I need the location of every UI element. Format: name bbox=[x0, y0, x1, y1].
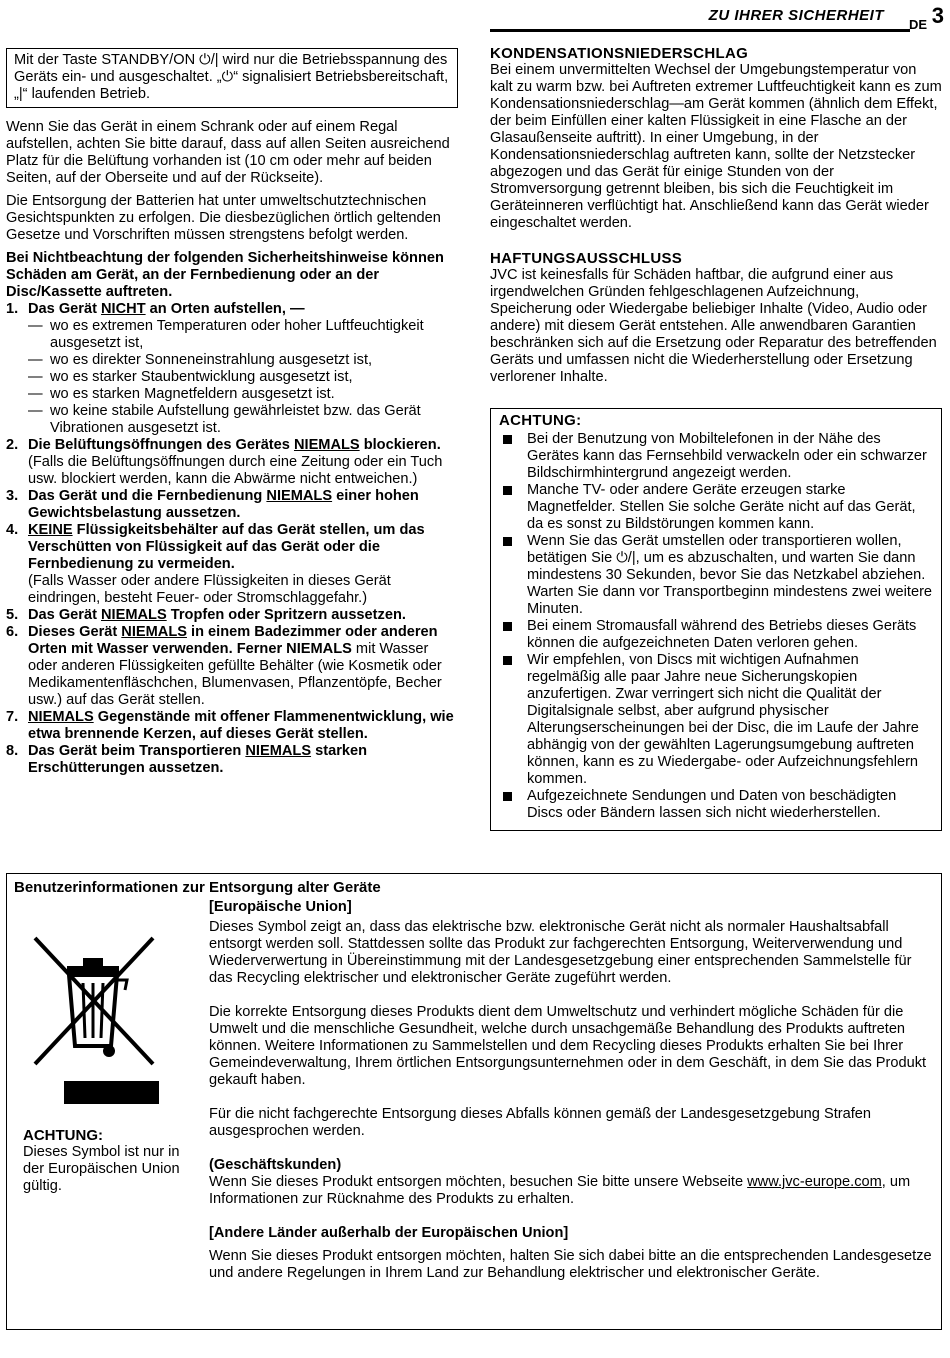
condensation-text: Bei einem unvermittelten Wechsel der Umgebungstemperatur von kalt zu warm bzw. bei Auftreten extremer Luftfeuchtigkeit kann es zum Kondensationsniederschlag—am Gerät kommen (ähnlich dem Effekt, der beim Einfüllen einer kalten Flüssigkeit in eine Flasche an der Glasaußenseite auftritt). In einer Umgebung, in der Kondensationsniederschlag auftreten kann, sollte der Netzstecker abgezogen und das Gerät für einige Stunden von der Stromversorgung getrennt bleiben, bis sich die Feuchtigkeit im Geräteinneren verflüchtigt hat. Anschließend kann das Gerät wieder eingeschaltet werden. bbox=[490, 62, 942, 231]
business-heading: (Geschäftskunden) bbox=[209, 1157, 342, 1173]
warning-intro: Bei Nichtbeachtung der folgenden Sicherheitshinweise können Schäden am Gerät, an der Fernbedienung oder an der Disc/Kassette auftreten. bbox=[6, 250, 444, 300]
eu-paragraph-1: Dieses Symbol zeigt an, dass das elektrische bzw. elektronische Gerät nicht als normaler Haushaltsabfall entsorgt werden soll. Stattdessen sollte das Produkt zur fachgerechten Entsorgung, Weiterverwendung und Wiederverwertung in Übereinstimmung mit der Landesgesetzgebung einer entsprechenden Sammelstelle für das Recycling elektrischer und elektronischer Geräte zugeführt werden. bbox=[209, 919, 912, 986]
eu-heading: [Europäische Union] bbox=[209, 899, 352, 915]
bullet-square-icon bbox=[503, 656, 512, 665]
eu-paragraph-2: Die korrekte Entsorgung dieses Produkts dient dem Umweltschutz und verhindert mögliche Schäden für die Umwelt und die menschliche Gesundheit, welche durch unsachgemäße Behandlung des Produkts auftreten können. Weitere Informationen zu Sammelstellen und dem Recycling dieses Produkts erhalten Sie bei Ihrer Gemeindeverwaltung, Ihrem örtlichen Entsorgungsunternehmen oder in dem Geschäft, in dem Sie das Produkt gekauft haben. bbox=[209, 1004, 927, 1088]
section-title: ZU IHRER SICHERHEIT bbox=[708, 7, 884, 24]
rule-1-sub-item: — wo es starken Magnetfeldern ausgesetzt ist. bbox=[28, 386, 335, 402]
rule-item-7: 7. NIEMALS Gegenstände mit offener Flammenentwicklung, wie etwa brennende Kerzen, auf dieses Gerät stellen. bbox=[6, 709, 454, 742]
caution-item: Manche TV- oder andere Geräte erzeugen starke Magnetfelder. Stellen Sie solche Geräte nicht auf das Gerät, da es sonst zu Bildstörungen kommen kann. bbox=[499, 482, 933, 533]
rule-item-1: 1. Das Gerät NICHT an Orten aufstellen, — — wo es extremen Temperaturen oder hoher Luftfeuchtigkeit ausgesetzt ist, — wo es direkter Sonneneinstrahlung ausgesetzt ist, — wo es starker Staubentwicklung ausgesetzt ist, — wo es starken Magnetfeldern ausgesetzt ist. — wo keine stabile Aufstellung gewährleistet bzw. das Gerät Vibrationen ausgesetzt ist. bbox=[6, 301, 458, 437]
caution-item: Wir empfehlen, von Discs mit wichtigen Aufnahmen regelmäßig alle paar Jahre neue Sicherungskopien anzufertigen. Zwar verringert sich nicht die Qualität der Digitalsignale selbst, aber aufgrund physischer Alterungserscheinungen bei der Disc, die im Laufe der Jahre abhängig von der gewählten Lagerungsumgebung auftreten können, kann es zu Wiedergabe- oder Aufzeichnungsfehlern kommen. bbox=[499, 652, 933, 788]
disposal-info-box bbox=[6, 873, 942, 1330]
crossed-out-wheelie-bin-icon bbox=[25, 928, 165, 1103]
condensation-heading: KONDENSATIONSNIEDERSCHLAG bbox=[490, 45, 749, 62]
jvc-website-link[interactable]: www.jvc-europe.com bbox=[747, 1174, 882, 1190]
rule-item-4: 4. KEINE Flüssigkeitsbehälter auf das Gerät stellen, um das Verschütten von Flüssigkeit auf das Gerät oder die Fernbedienung zu vermeiden. (Falls Wasser oder andere Flüssigkeiten in dieses Gerät eindringen, besteht Feuer- oder Stromschlaggefahr.) bbox=[6, 522, 458, 607]
other-countries-heading: [Andere Länder außerhalb der Europäischen Union] bbox=[209, 1225, 569, 1241]
header-rule bbox=[490, 29, 910, 32]
rule-2-note: (Falls die Belüftungsöffnungen durch eine Zeitung oder ein Tuch usw. blockiert werden, kann die Abwärme nicht entweichen.) bbox=[28, 454, 443, 487]
left-column bbox=[6, 48, 458, 777]
battery-paragraph: Die Entsorgung der Batterien hat unter umweltschutztechnischen Gesichtspunkten zu erfolgen. Die diesbezüglichen örtlich geltenden Gesetze und Vorschriften müssen strengstens befolgt werden. bbox=[6, 193, 441, 243]
rule-1-sub-item: — wo es direkter Sonneneinstrahlung ausgesetzt ist, bbox=[28, 352, 373, 368]
eu-paragraph-3: Für die nicht fachgerechte Entsorgung dieses Abfalls können gemäß der Landesgesetzgebung Strafen ausgesprochen werden. bbox=[209, 1106, 872, 1139]
other-countries-paragraph: Wenn Sie dieses Produkt entsorgen möchten, halten Sie sich dabei bitte an die entsprechenden Landesgesetze und andere Regelungen in Ihrem Land zur Behandlung elektrischer und elektronischer Geräte. bbox=[209, 1248, 932, 1281]
caution-item: Wenn Sie das Gerät umstellen oder transportieren wollen, betätigen Sie ⏻/|, um es abzuschalten, und warten Sie dann mindestens 30 Sekunden, bevor Sie das Netzkabel abziehen. Warten Sie dann vor Transportbeginn mindestens zwei weitere Minuten. bbox=[499, 533, 933, 618]
bullet-square-icon bbox=[503, 622, 512, 631]
standby-note-text: Mit der Taste STANDBY/ON ⏻/| wird nur die Betriebsspannung des Geräts ein- und ausgeschaltet. „⏻“ signalisiert Betriebsbereitschaft, „|“ laufenden Betrieb. bbox=[14, 52, 449, 102]
rule-item-6: 6. Dieses Gerät NIEMALS in einem Badezimmer oder anderen Orten mit Wasser verwenden. Ferner NIEMALS mit Wasser oder anderen Flüssigkeiten gefüllte Behälter (wie Kosmetik oder Medikamentenfläschchen, Blumenvasen, Pflanzentöpfe, Becher usw.) auf das Gerät stellen. bbox=[6, 624, 442, 708]
weee-black-bar bbox=[64, 1081, 159, 1104]
rule-item-8: 8. Das Gerät beim Transportieren NIEMALS starken Erschütterungen aussetzen. bbox=[6, 743, 368, 776]
standby-note-box bbox=[6, 48, 458, 108]
symbol-caution-note bbox=[23, 1127, 198, 1195]
bullet-square-icon bbox=[503, 435, 512, 444]
rule-item-3: 3. Das Gerät und die Fernbedienung NIEMALS einer hohen Gewichtsbelastung aussetzen. bbox=[6, 488, 419, 521]
caution-heading: ACHTUNG: bbox=[499, 412, 582, 429]
rule-4-note: (Falls Wasser oder andere Flüssigkeiten in dieses Gerät eindringen, besteht Feuer- oder Stromschlaggefahr.) bbox=[28, 573, 391, 606]
caution-item: Aufgezeichnete Sendungen und Daten von beschädigten Discs oder Bändern lassen sich nicht wiederherstellen. bbox=[499, 788, 933, 822]
caution-box bbox=[490, 408, 942, 831]
liability-heading: HAFTUNGSAUSSCHLUSS bbox=[490, 250, 683, 267]
disposal-heading: Benutzerinformationen zur Entsorgung alter Geräte bbox=[14, 879, 381, 896]
business-paragraph: Wenn Sie dieses Produkt entsorgen möchten, besuchen Sie bitte unsere Webseite www.jvc-europe.com, um Informationen zur Rücknahme des Produkts zu erhalten. bbox=[209, 1174, 911, 1207]
bullet-square-icon bbox=[503, 537, 512, 546]
bullet-square-icon bbox=[503, 792, 512, 801]
rule-1-sub-item: — wo es extremen Temperaturen oder hoher Luftfeuchtigkeit ausgesetzt ist, bbox=[28, 318, 424, 351]
right-column bbox=[490, 45, 942, 831]
caution-item: Bei der Benutzung von Mobiltelefonen in der Nähe des Gerätes kann das Fernsehbild verwackeln oder ein schwarzer Bildschirmhintergrund angezeigt werden. bbox=[499, 431, 933, 482]
disposal-text bbox=[209, 899, 939, 1282]
symbol-caution-text: Dieses Symbol ist nur in der Europäischen Union gültig. bbox=[23, 1144, 180, 1194]
rule-item-2: 2. Die Belüftungsöffnungen des Gerätes NIEMALS blockieren. (Falls die Belüftungsöffnungen durch eine Zeitung oder ein Tuch usw. blockiert werden, kann die Abwärme nicht entweichen.) bbox=[6, 437, 458, 488]
safety-rules-list bbox=[6, 301, 458, 777]
page-number: 3 bbox=[931, 3, 944, 28]
symbol-caution-heading: ACHTUNG: bbox=[23, 1127, 103, 1144]
bullet-square-icon bbox=[503, 486, 512, 495]
liability-text: JVC ist keinesfalls für Schäden haftbar, die aufgrund einer aus irgendwelchen Gründen fehlgeschlagenen Aufzeichnung, Speicherung oder Wiedergabe beliebiger Inhalte (Video, Audio oder andere) mit diesem Gerät entstehen. Alle anwendbaren Garantien beschränken sich auf die Ersetzung oder Reparatur des betreffenden Geräts und umfassen nicht die Wiederherstellung oder Ersetzung verlorener Inhalte. bbox=[490, 267, 937, 385]
rule-item-5: 5. Das Gerät NIEMALS Tropfen oder Spritzern aussetzen. bbox=[6, 607, 406, 623]
rule-1-sub-item: — wo es starker Staubentwicklung ausgesetzt ist, bbox=[28, 369, 353, 385]
rule-1-sub-item: — wo keine stabile Aufstellung gewährleistet bzw. das Gerät Vibrationen ausgesetzt ist. bbox=[28, 403, 421, 436]
language-code: DE bbox=[908, 17, 927, 32]
ventilation-paragraph: Wenn Sie das Gerät in einem Schrank oder auf einem Regal aufstellen, achten Sie bitte darauf, dass auf allen Seiten ausreichend Platz für die Belüftung vorhanden ist (10 cm oder mehr auf beiden Seiten, auf der Oberseite und auf der Rückseite). bbox=[6, 119, 450, 186]
caution-item: Bei einem Stromausfall während des Betriebs dieses Geräts können die aufgezeichneten Daten verloren gehen. bbox=[499, 618, 933, 652]
